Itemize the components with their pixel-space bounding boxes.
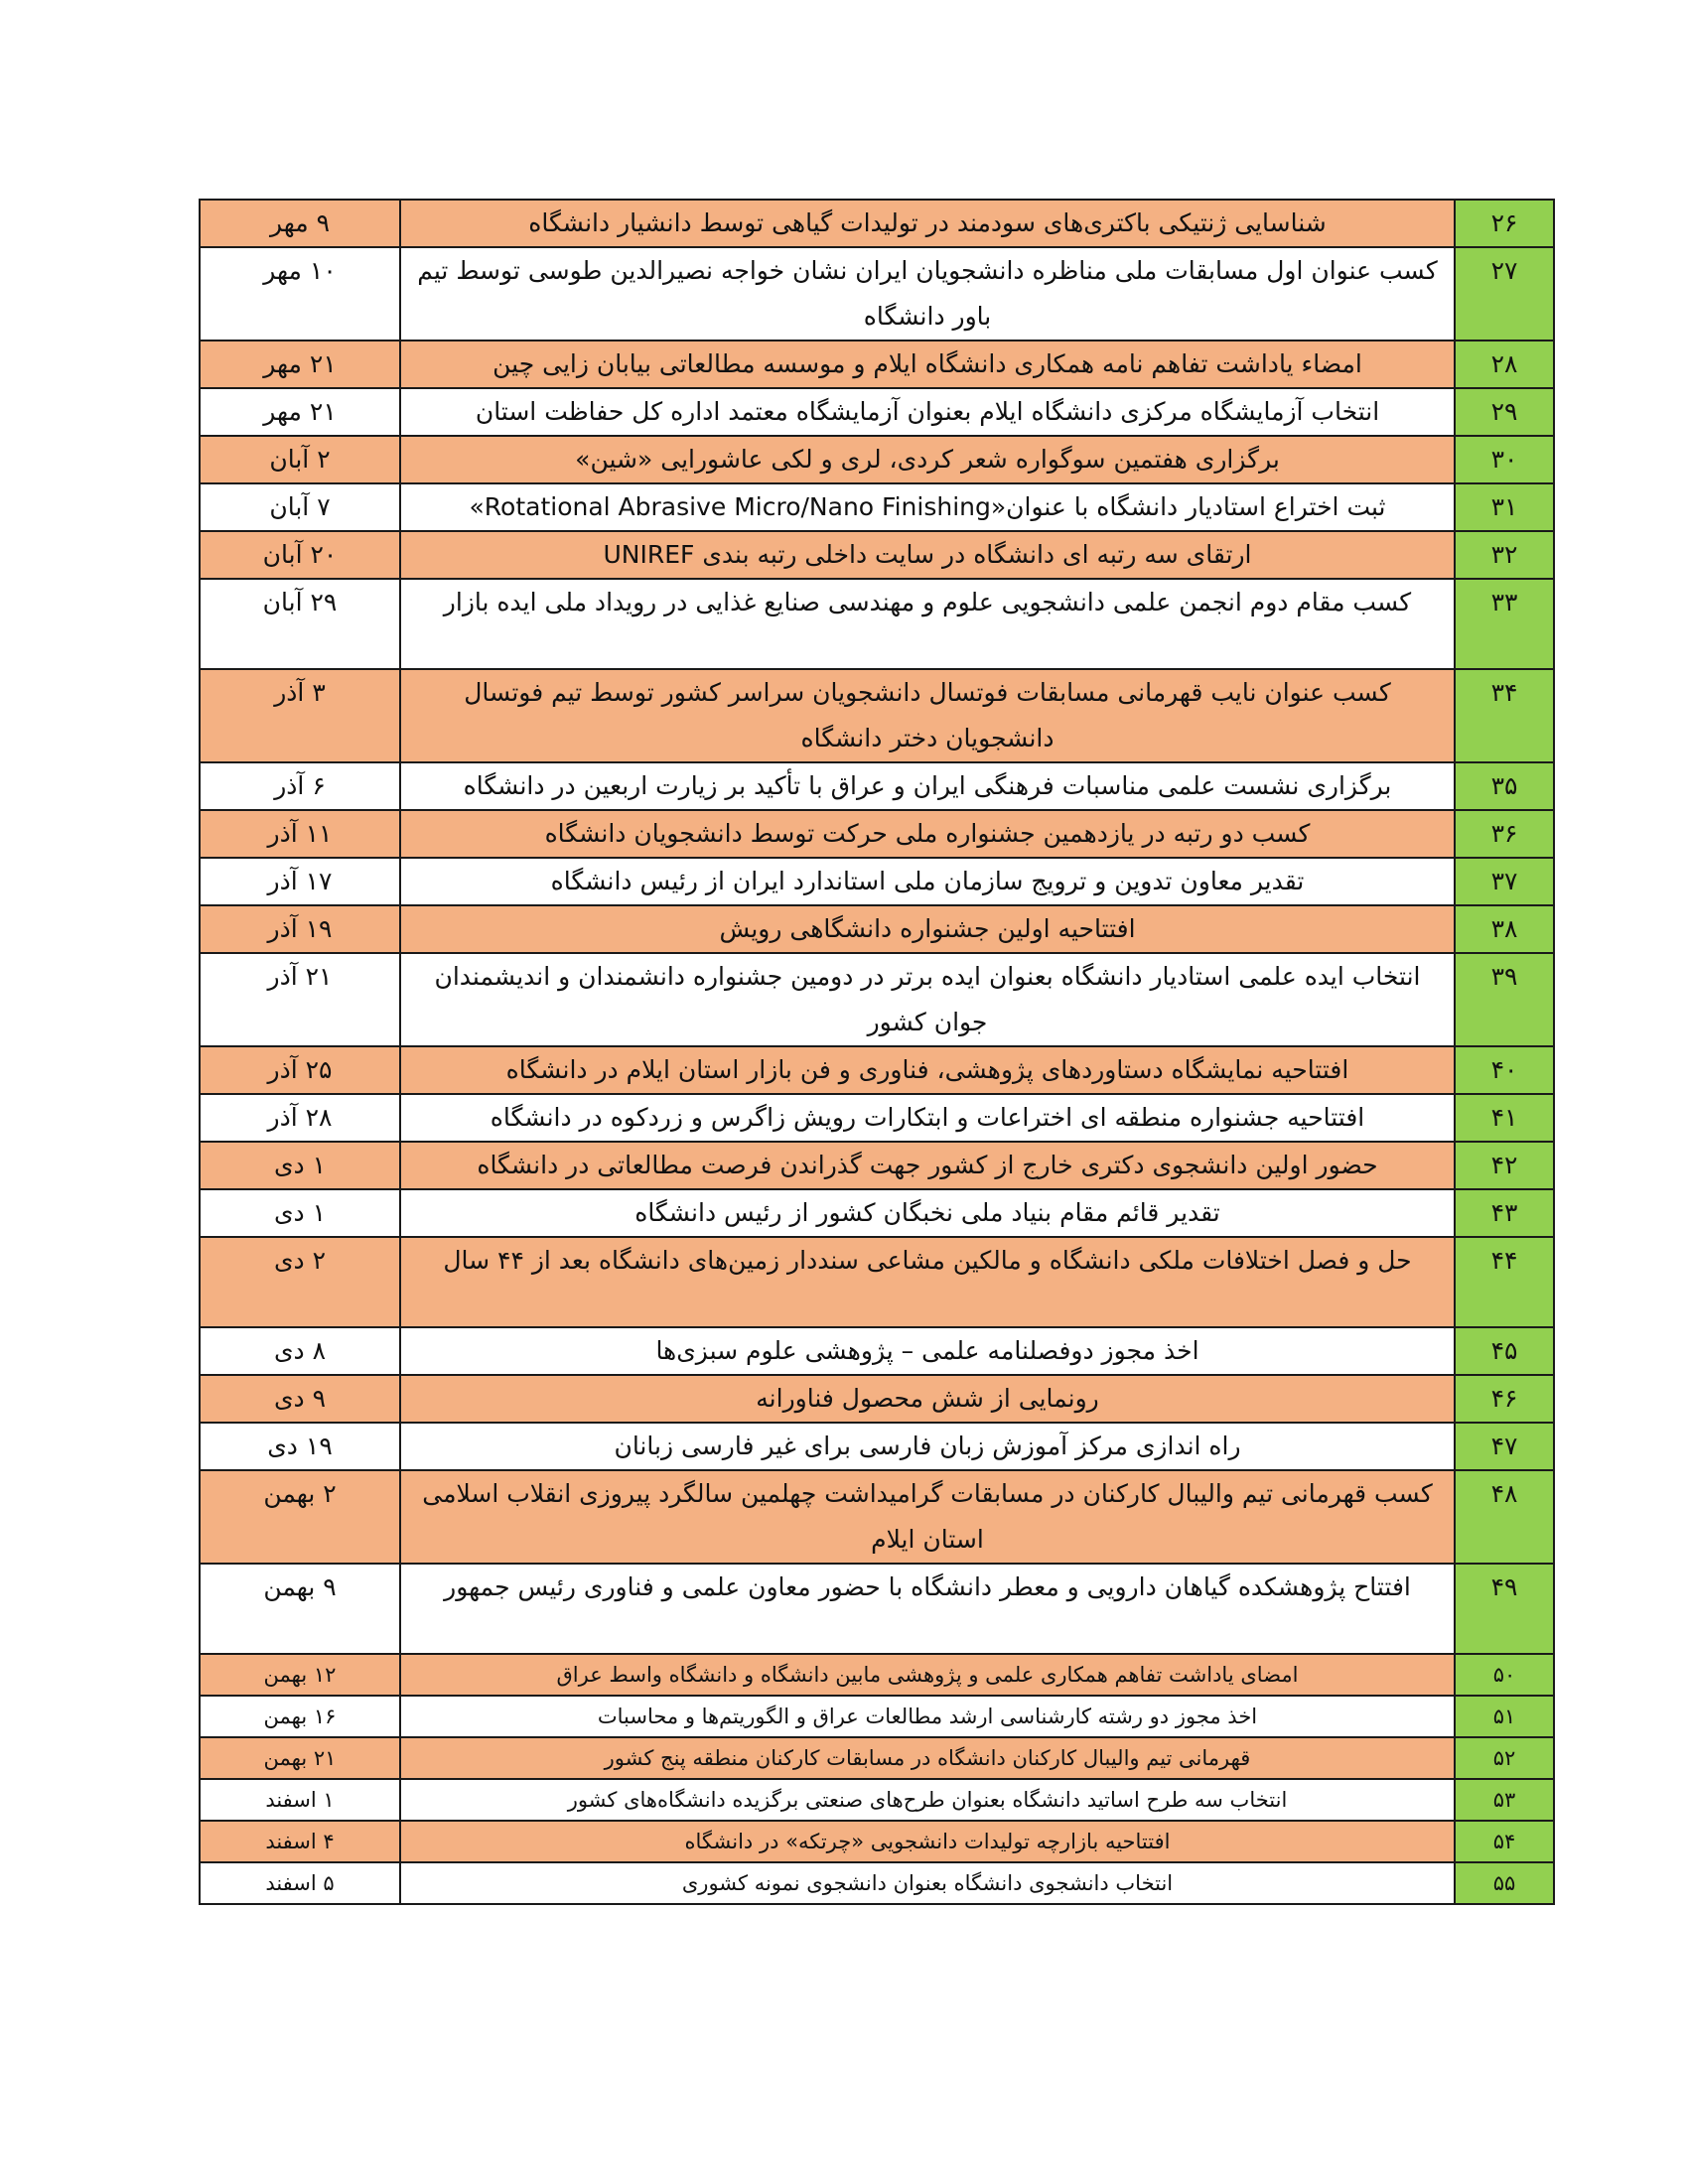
events-table [199,199,1555,1905]
row-number-cell: ۵۲ [1455,1737,1554,1779]
table-row [200,1779,1554,1821]
table-row [200,436,1554,483]
event-title-cell: حضور اولین دانشجوی دکتری خارج از کشور جهت گذراندن فرصت مطالعاتی در دانشگاه [400,1142,1455,1189]
event-date-cell: ۱۶ بهمن [200,1696,400,1737]
event-title-cell: انتخاب سه طرح اساتید دانشگاه بعنوان طرح‌های صنعتی برگزیده دانشگاه‌های کشور [400,1779,1455,1821]
row-number-cell: ۴۲ [1455,1142,1554,1189]
row-number-cell: ۳۸ [1455,905,1554,953]
table-row [200,1237,1554,1327]
table-row [200,1189,1554,1237]
event-title-cell: انتخاب دانشجوی دانشگاه بعنوان دانشجوی نمونه کشوری [400,1862,1455,1904]
event-title-cell: امضاء یاداشت تفاهم نامه همکاری دانشگاه ایلام و موسسه مطالعاتی بیابان زایی چین [400,341,1455,388]
table-row [200,1696,1554,1737]
table-row [200,1862,1554,1904]
table-row [200,200,1554,247]
events-table-body [200,200,1554,1904]
event-title-cell: تقدیر معاون تدوین و ترویج سازمان ملی استاندارد ایران از رئیس دانشگاه [400,858,1455,905]
table-row [200,669,1554,762]
row-number-cell: ۳۹ [1455,953,1554,1046]
table-row [200,1423,1554,1470]
table-row [200,1327,1554,1375]
event-date-cell: ۱۷ آذر [200,858,400,905]
table-row [200,1375,1554,1423]
event-title-cell: افتتاحیه اولین جشنواره دانشگاهی رویش [400,905,1455,953]
row-number-cell: ۵۰ [1455,1654,1554,1696]
table-row [200,247,1554,341]
row-number-cell: ۳۳ [1455,579,1554,669]
event-date-cell: ۶ آذر [200,762,400,810]
row-number-cell: ۳۱ [1455,483,1554,531]
event-title-cell: برگزاری نشست علمی مناسبات فرهنگی ایران و عراق با تأکید بر زیارت اربعین در دانشگاه [400,762,1455,810]
event-date-cell: ۵ اسفند [200,1862,400,1904]
event-date-cell: ۲۱ مهر [200,388,400,436]
event-title-cell: انتخاب آزمایشگاه مرکزی دانشگاه ایلام بعنوان آزمایشگاه معتمد اداره کل حفاظت استان [400,388,1455,436]
event-title-cell: افتتاحیه بازارچه تولیدات دانشجویی «چرتکه» در دانشگاه [400,1821,1455,1862]
event-title-cell: امضای یاداشت تفاهم همکاری علمی و پژوهشی مابین دانشگاه و دانشگاه واسط عراق [400,1654,1455,1696]
table-row [200,1470,1554,1564]
table-row [200,579,1554,669]
event-title-cell: کسب مقام دوم انجمن علمی دانشجویی علوم و مهندسی صنایع غذایی در رویداد ملی ایده بازار [400,579,1455,669]
event-date-cell: ۷ آبان [200,483,400,531]
table-row [200,858,1554,905]
row-number-cell: ۳۰ [1455,436,1554,483]
row-number-cell: ۲۸ [1455,341,1554,388]
row-number-cell: ۵۱ [1455,1696,1554,1737]
row-number-cell: ۳۷ [1455,858,1554,905]
row-number-cell: ۴۳ [1455,1189,1554,1237]
event-title-cell: راه اندازی مرکز آموزش زبان فارسی برای غیر فارسی زبانان [400,1423,1455,1470]
event-date-cell: ۱۱ آذر [200,810,400,858]
event-date-cell: ۲ آبان [200,436,400,483]
row-number-cell: ۴۰ [1455,1046,1554,1094]
event-title-cell: کسب عنوان اول مسابقات ملی مناظره دانشجویان ایران نشان خواجه نصیرالدین طوسی توسط تیم باور دانشگاه [400,247,1455,341]
event-title-cell: افتتاح پژوهشکده گیاهان دارویی و معطر دانشگاه با حضور معاون علمی و فناوری رئیس جمهور [400,1564,1455,1654]
event-date-cell: ۲۵ آذر [200,1046,400,1094]
row-number-cell: ۲۷ [1455,247,1554,341]
table-row [200,341,1554,388]
event-date-cell: ۱۰ مهر [200,247,400,341]
table-row [200,905,1554,953]
event-date-cell: ۱۲ بهمن [200,1654,400,1696]
event-date-cell: ۳ آذر [200,669,400,762]
table-row [200,953,1554,1046]
event-title-cell: قهرمانی تیم والیبال کارکنان دانشگاه در مسابقات کارکنان منطقه پنج کشور [400,1737,1455,1779]
table-row [200,483,1554,531]
event-title-cell: حل و فصل اختلافات ملکی دانشگاه و مالکین مشاعی سنددار زمین‌های دانشگاه بعد از ۴۴ سال [400,1237,1455,1327]
table-row [200,1142,1554,1189]
row-number-cell: ۳۵ [1455,762,1554,810]
event-title-cell: انتخاب ایده علمی استادیار دانشگاه بعنوان ایده برتر در دومین جشنواره دانشمندان و اندیشمندان جوان کشور [400,953,1455,1046]
event-date-cell: ۱۹ دی [200,1423,400,1470]
row-number-cell: ۴۱ [1455,1094,1554,1142]
row-number-cell: ۳۴ [1455,669,1554,762]
event-date-cell: ۲۸ آذر [200,1094,400,1142]
event-title-cell: کسب عنوان نایب قهرمانی مسابقات فوتسال دانشجویان سراسر کشور توسط تیم فوتسال دانشجویان دختر دانشگاه [400,669,1455,762]
table-row [200,1046,1554,1094]
event-date-cell: ۲ بهمن [200,1470,400,1564]
table-row [200,1564,1554,1654]
event-date-cell: ۲۱ بهمن [200,1737,400,1779]
table-row [200,1737,1554,1779]
row-number-cell: ۵۳ [1455,1779,1554,1821]
event-title-cell: کسب دو رتبه در یازدهمین جشنواره ملی حرکت توسط دانشجویان دانشگاه [400,810,1455,858]
event-title-cell: اخذ مجوز دوفصلنامه علمی – پژوهشی علوم سبزی‌ها [400,1327,1455,1375]
row-number-cell: ۴۴ [1455,1237,1554,1327]
row-number-cell: ۲۶ [1455,200,1554,247]
row-number-cell: ۴۸ [1455,1470,1554,1564]
event-date-cell: ۲ دی [200,1237,400,1327]
row-number-cell: ۴۵ [1455,1327,1554,1375]
event-date-cell: ۸ دی [200,1327,400,1375]
event-date-cell: ۹ مهر [200,200,400,247]
event-title-cell: ارتقای سه رتبه ای دانشگاه در سایت داخلی رتبه بندی UNIREF [400,531,1455,579]
event-date-cell: ۹ بهمن [200,1564,400,1654]
event-date-cell: ۴ اسفند [200,1821,400,1862]
event-title-cell: تقدیر قائم مقام بنیاد ملی نخبگان کشور از رئیس دانشگاه [400,1189,1455,1237]
table-row [200,1821,1554,1862]
row-number-cell: ۵۴ [1455,1821,1554,1862]
row-number-cell: ۳۲ [1455,531,1554,579]
event-date-cell: ۲۰ آبان [200,531,400,579]
row-number-cell: ۲۹ [1455,388,1554,436]
row-number-cell: ۳۶ [1455,810,1554,858]
event-title-cell: افتتاحیه جشنواره منطقه ای اختراعات و ابتکارات رویش زاگرس و زردکوه در دانشگاه [400,1094,1455,1142]
event-title-cell: برگزاری هفتمین سوگواره شعر کردی، لری و لکی عاشورایی «شین» [400,436,1455,483]
row-number-cell: ۵۵ [1455,1862,1554,1904]
table-row [200,388,1554,436]
event-title-cell: افتتاحیه نمایشگاه دستاوردهای پژوهشی، فناوری و فن بازار استان ایلام در دانشگاه [400,1046,1455,1094]
table-row [200,1094,1554,1142]
event-date-cell: ۱ اسفند [200,1779,400,1821]
event-date-cell: ۲۱ آذر [200,953,400,1046]
event-date-cell: ۱ دی [200,1189,400,1237]
event-title-cell: شناسایی ژنتیکی باکتری‌های سودمند در تولیدات گیاهی توسط دانشیار دانشگاه [400,200,1455,247]
event-date-cell: ۱ دی [200,1142,400,1189]
event-date-cell: ۲۱ مهر [200,341,400,388]
row-number-cell: ۴۷ [1455,1423,1554,1470]
event-title-cell: کسب قهرمانی تیم والیبال کارکنان در مسابقات گرامیداشت چهلمین سالگرد پیروزی انقلاب اسلامی استان ایلام [400,1470,1455,1564]
table-row [200,762,1554,810]
event-date-cell: ۹ دی [200,1375,400,1423]
event-date-cell: ۲۹ آبان [200,579,400,669]
event-date-cell: ۱۹ آذر [200,905,400,953]
table-row [200,810,1554,858]
table-row [200,1654,1554,1696]
table-row [200,531,1554,579]
event-title-cell: ثبت اختراع استادیار دانشگاه با عنوان«Rotational Abrasive Micro/Nano Finishing» [400,483,1455,531]
event-title-cell: اخذ مجوز دو رشته کارشناسی ارشد مطالعات عراق و الگوریتم‌ها و محاسبات [400,1696,1455,1737]
event-title-cell: رونمایی از شش محصول فناورانه [400,1375,1455,1423]
row-number-cell: ۴۶ [1455,1375,1554,1423]
row-number-cell: ۴۹ [1455,1564,1554,1654]
